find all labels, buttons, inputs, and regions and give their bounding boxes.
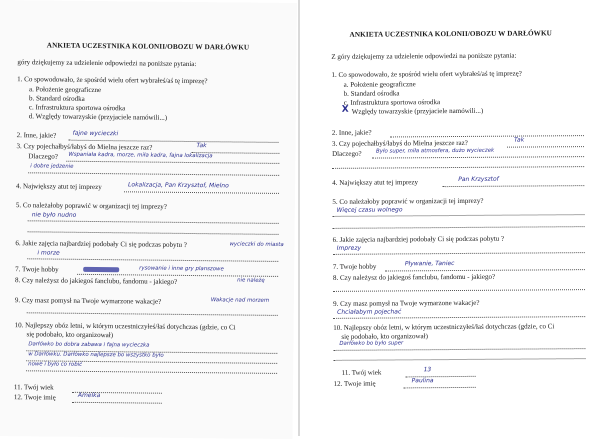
answer-line <box>507 146 584 148</box>
question-10-cont: się podobało, kto organizował) <box>341 332 428 341</box>
question-4: 4. Największy atut tej imprezy <box>16 182 102 192</box>
answer-9: Chciałabym pojechać <box>337 308 402 316</box>
answer-line <box>372 156 584 158</box>
question-6: 6. Jakie zajęcia najbardziej podobały Ci się podczas pobytu ? <box>332 234 505 244</box>
question-3-why: Dlaczego? <box>332 149 362 158</box>
answer-6-cont: i morze <box>37 249 60 257</box>
question-10-cont: się podobało, kto organizował) <box>26 330 114 340</box>
question-10: 10. Najlepszy obóz letni, w którym uczestniczyłeś/łaś dotychczas (gdzie, co Ci <box>14 321 236 332</box>
survey-page-left <box>0 0 297 439</box>
answer-11: 13 <box>423 366 432 374</box>
answer-4: Lokalizacja, Pan Krzysztof, Mielno <box>128 181 229 190</box>
answer-line <box>28 172 279 176</box>
option-1c: c. Infrastruktura sportowa ośrodka <box>28 103 126 113</box>
question-9: 9. Czy masz pomysł na Twoje wymarzone wakacje? <box>333 298 480 308</box>
question-8: 8. Czy należysz do jakiegoś fanclubu, fandomu - jakiego? <box>332 272 496 282</box>
question-3: 3. Czy pojechałbyś/łabyś do Mielna jeszcze raz? <box>331 138 468 148</box>
question-9: 9. Czy masz pomysł na Twoje wymarzone wakacje? <box>14 296 162 306</box>
question-1: 1. Co spowodowało, że spośród wielu ofert wybrałeś/aś tę imprezę? <box>17 75 208 86</box>
answer-line <box>66 161 279 164</box>
answer-7: Pływanie, Taniec <box>404 260 455 268</box>
question-5: 5. Co należałoby poprawić w organizacji tej imprezy? <box>15 201 167 211</box>
answer-6: Imprezy <box>336 244 362 252</box>
answer-line <box>334 358 586 361</box>
intro-text: góry dziękujemy za udzielenie odpowiedzi na poniższe pytania: <box>17 58 197 69</box>
answer-line <box>333 226 585 229</box>
page-title: ANKIETA UCZESTNIKA KOLONII/OBOZU W DARŁÓWKU <box>349 29 552 39</box>
option-1a: a. Położenie geograficzne <box>29 85 102 95</box>
page-title: ANKIETA UCZESTNIKA KOLONII/OBOZU W DARŁÓWKU <box>46 41 250 52</box>
answer-7: rysowanie i inne gry planszowe <box>139 265 224 273</box>
answer-line <box>332 166 584 169</box>
answer-line <box>385 269 585 271</box>
question-12: 12. Twoje imię <box>333 379 376 388</box>
answer-3: Tak <box>513 136 525 144</box>
answer-12: Amelka <box>77 391 101 400</box>
answer-line <box>333 348 585 351</box>
answer-line <box>333 289 585 292</box>
question-8: 8. Czy należysz do jakiegoś fanclubu, fandomu - jakiego? <box>15 276 178 286</box>
question-3: 3. Czy pojechałbyś/łabyś do Mielna jeszcze raz? <box>16 142 153 152</box>
answer-line <box>27 258 278 262</box>
answer-4: Pan Krzysztof <box>458 175 499 183</box>
answer-line <box>333 214 585 217</box>
answer-5: Więcej czasu wolnego <box>336 206 403 214</box>
answer-line <box>28 220 279 224</box>
question-11: 11. Twój wiek <box>341 368 382 377</box>
question-5: 5. Co należałoby poprawić w organizacji tej imprezy? <box>332 196 484 206</box>
intro-text: Z góry dziękujemy za udzielenie odpowiedzi na poniższe pytania: <box>331 51 517 61</box>
page-seam <box>298 0 300 436</box>
answer-10-line2: w Darłówku. Darłówko najlepsze bo wszystko było <box>28 351 164 359</box>
question-11: 11. Twój wiek <box>13 383 54 392</box>
question-2: 2. Inne, jakie? <box>16 131 57 140</box>
checkmark-icon: X <box>341 104 349 115</box>
answer-line <box>28 231 279 235</box>
answer-line <box>333 316 585 319</box>
answer-line <box>27 312 278 316</box>
answer-8: nie należę <box>237 277 265 284</box>
answer-3-why: Wspaniała kadra, morze, miła kadra, fajna lokalizacja <box>68 151 213 160</box>
question-7: 7. Twoje hobby <box>15 265 59 274</box>
answer-3-why: Było super, miła atmosfera, dużo wycieczek <box>376 147 495 155</box>
answer-line <box>124 191 279 194</box>
survey-page-right <box>301 0 600 438</box>
option-1d: Względy towarzyskie (przyjaciele namówili...) <box>351 106 484 116</box>
option-1b: b. Standard ośrodka <box>343 89 400 98</box>
answer-3-why-cont: i dobre jedzenie <box>30 163 74 170</box>
answer-12: Paulina <box>411 377 434 385</box>
option-1c: c. Infrastruktura sportowa ośrodka <box>343 98 441 107</box>
question-1: 1. Co spowodowało, że spośród wielu ofert wybrałeś/aś tę imprezę? <box>331 69 522 79</box>
answer-2: fajne wycieczki <box>72 129 119 138</box>
answer-line <box>333 252 585 255</box>
crossed-out-scribble <box>83 267 119 272</box>
answer-6: wycieczki do miasta <box>229 241 284 248</box>
answer-9: Wakacje nad morzem <box>210 297 270 304</box>
answer-line <box>72 402 162 404</box>
answer-10-line1: Darłówko bo dobra zabawa i fajna wycieczka <box>28 341 150 349</box>
answer-5: nie było nudno <box>31 211 77 219</box>
question-12: 12. Twoje imię <box>13 393 56 402</box>
question-10: 10. Najlepszy obóz letni, w którym uczestniczyłeś/łaś dotychczas (gdzie, co Ci <box>333 322 555 332</box>
option-1a: a. Położenie geograficzne <box>343 80 416 89</box>
answer-10-line3: nowe i było co robić <box>28 361 83 368</box>
question-7: 7. Twoje hobby <box>332 262 377 271</box>
answer-3: Tak <box>196 142 207 150</box>
answer-line <box>442 185 584 187</box>
answer-10: Darłówko bo było super <box>339 340 404 347</box>
question-4: 4. Największy atut tej imprezy <box>332 178 419 187</box>
option-1b: b. Standard ośrodka <box>28 94 85 103</box>
question-2: 2. Inne, jakie? <box>331 128 372 137</box>
answer-line <box>26 370 277 374</box>
question-6: 6. Jakie zajęcia najbardziej podobały Ci się podczas pobytu ? <box>15 239 187 249</box>
answer-line <box>404 387 476 389</box>
option-1d: d. Względy towarzyskie (przyjaciele namówili...) <box>28 112 168 122</box>
answer-line <box>390 135 584 137</box>
question-3-why: Dlaczego? <box>28 152 58 161</box>
